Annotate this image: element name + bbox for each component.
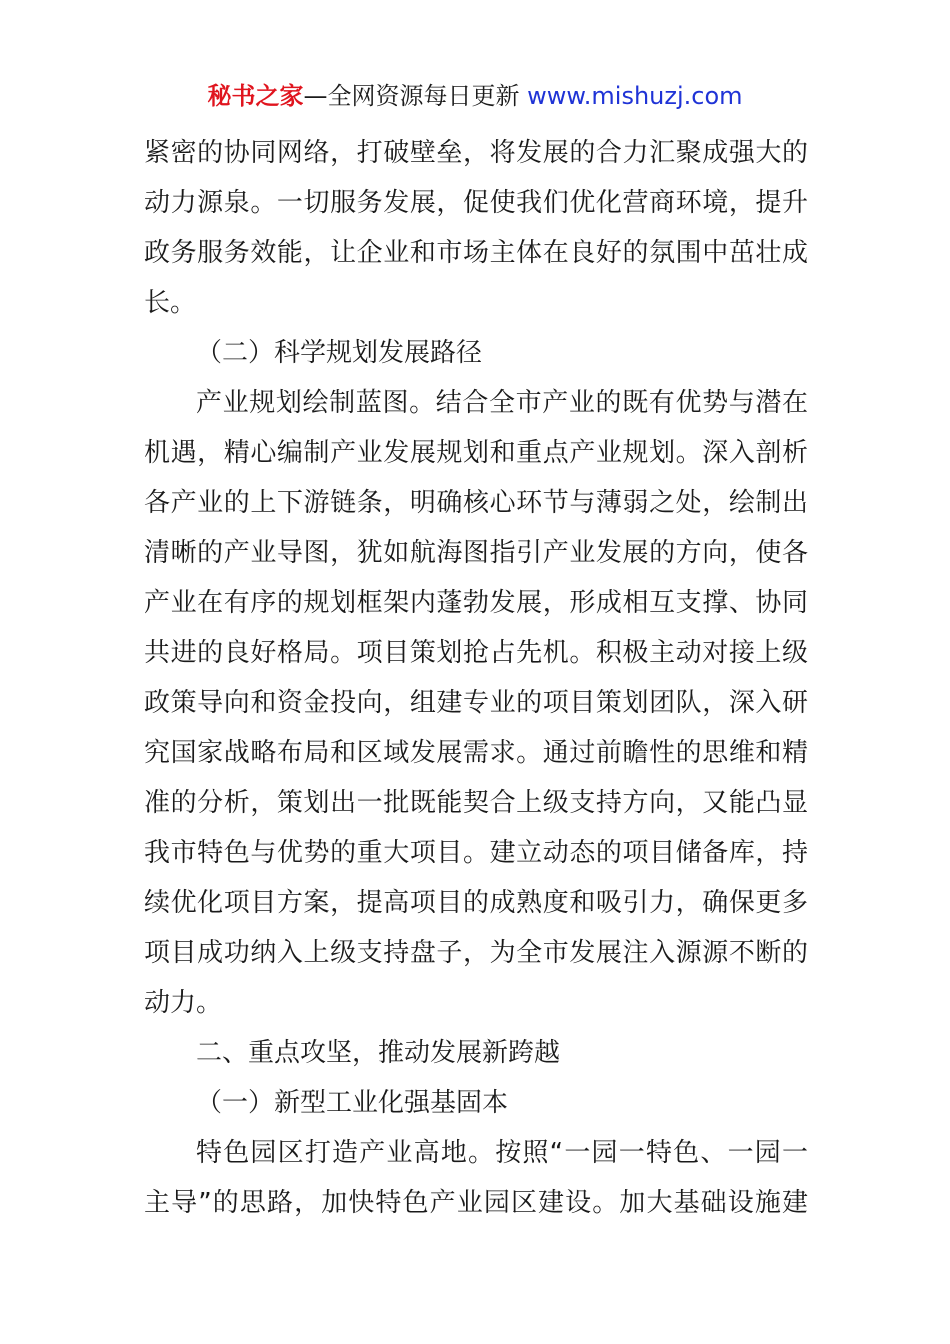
text-line: 清晰的产业导图，犹如航海图指引产业发展的方向，使各 (144, 538, 808, 568)
text-line: 产业规划绘制蓝图。结合全市产业的既有优势与潜在 (196, 388, 808, 418)
header-tagline: —全网资源每日更新 (303, 82, 520, 110)
text-line: 我市特色与优势的重大项目。建立动态的项目储备库，持 (144, 838, 808, 868)
brand-name: 秘书之家 (207, 82, 304, 110)
text-line: 紧密的协同网络，打破壁垒，将发展的合力汇聚成强大的 (144, 138, 808, 168)
document-body (144, 128, 808, 1228)
section-heading: （二）科学规划发展路径 (196, 338, 483, 368)
text-line: 产业在有序的规划框架内蓬勃发展，形成相互支撑、协同 (144, 588, 808, 618)
text-line: 动力源泉。一切服务发展，促使我们优化营商环境，提升 (144, 188, 808, 218)
site-url[interactable]: www.mishuzj.com (527, 82, 743, 110)
text-line: 动力。 (144, 988, 223, 1018)
text-line: 长。 (144, 288, 197, 318)
text-line: 机遇，精心编制产业发展规划和重点产业规划。深入剖析 (144, 438, 808, 468)
text-line: 准的分析，策划出一批既能契合上级支持方向，又能凸显 (144, 788, 808, 818)
text-line: 究国家战略布局和区域发展需求。通过前瞻性的思维和精 (144, 738, 808, 768)
site-header (0, 80, 950, 112)
text-line: 特色园区打造产业高地。按照“一园一特色、一园一 (196, 1138, 808, 1168)
text-line: 主导”的思路，加快特色产业园区建设。加大基础设施建 (144, 1188, 808, 1218)
chapter-heading: 二、重点攻坚，推动发展新跨越 (196, 1038, 561, 1068)
text-line: 各产业的上下游链条，明确核心环节与薄弱之处，绘制出 (144, 488, 808, 518)
text-line: 政策导向和资金投向，组建专业的项目策划团队，深入研 (144, 688, 808, 718)
text-line: 续优化项目方案，提高项目的成熟度和吸引力，确保更多 (144, 888, 808, 918)
text-line: 政务服务效能，让企业和市场主体在良好的氛围中茁壮成 (144, 238, 808, 268)
text-line: 共进的良好格局。项目策划抢占先机。积极主动对接上级 (144, 638, 808, 668)
section-heading: （一）新型工业化强基固本 (196, 1088, 509, 1118)
text-line: 项目成功纳入上级支持盘子，为全市发展注入源源不断的 (144, 938, 808, 968)
